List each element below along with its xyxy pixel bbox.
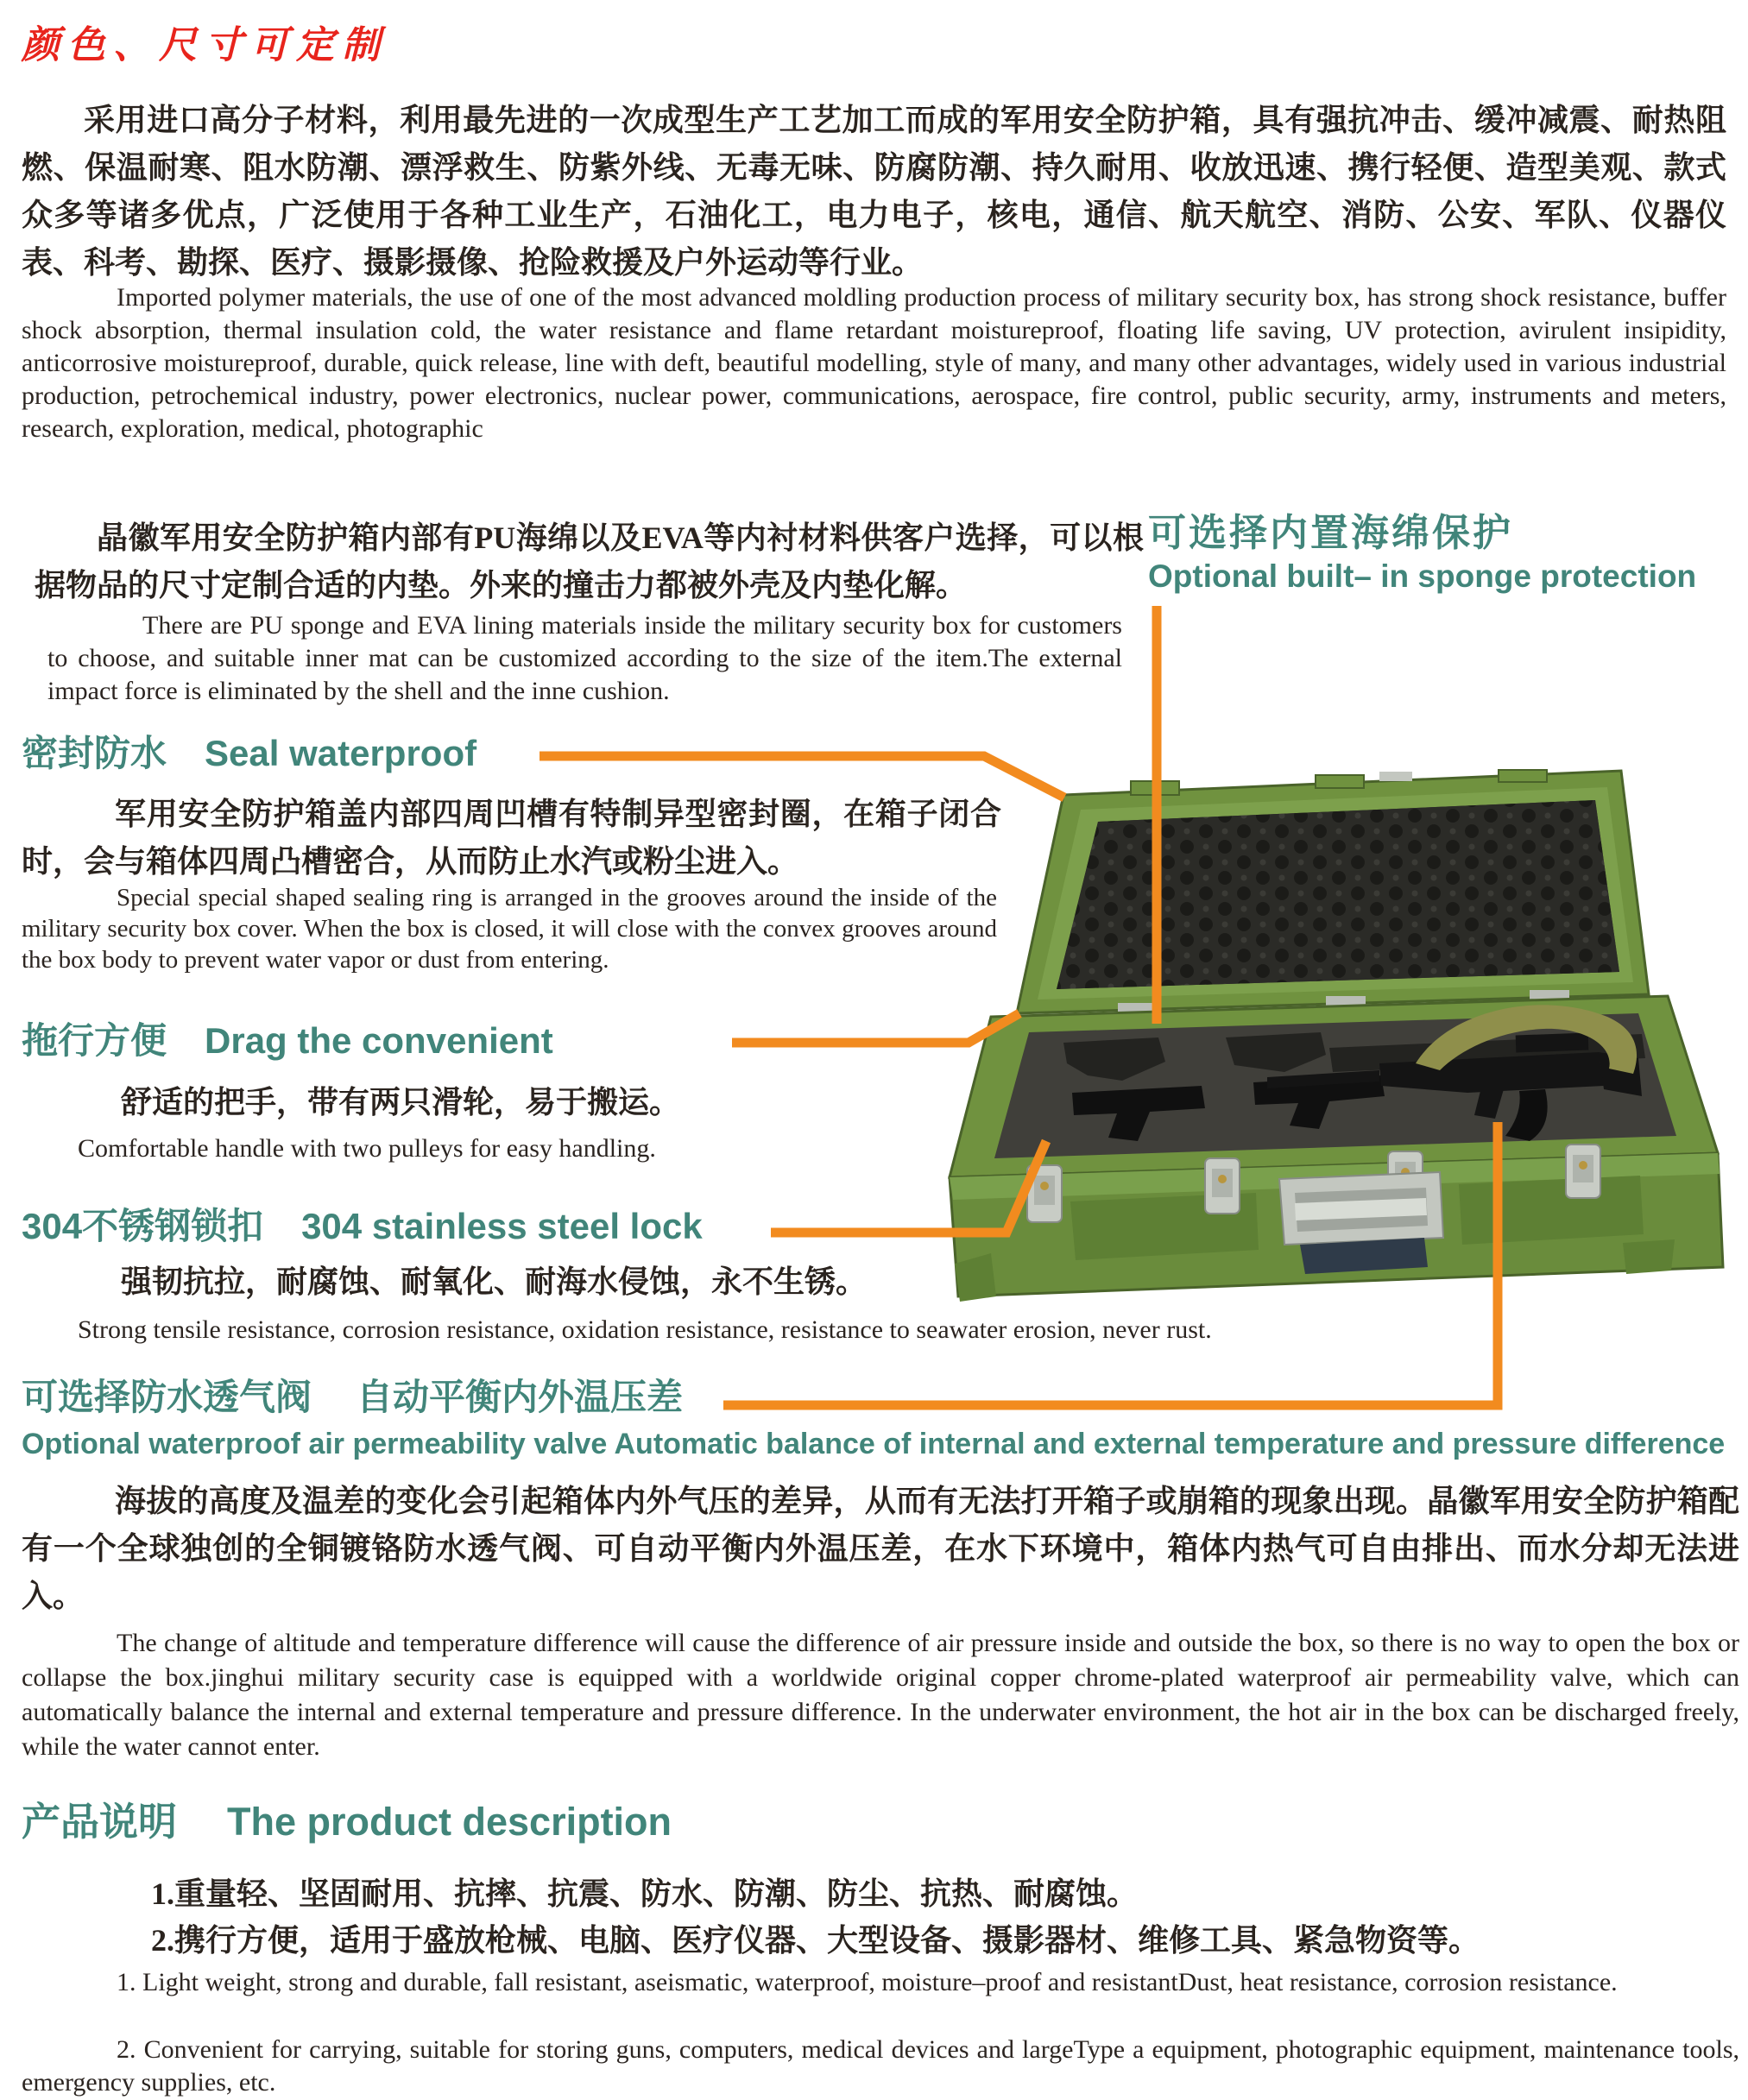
valve-paragraph-zh: 海拔的高度及温差的变化会引起箱体内外气压的差异，从而有无法打开箱子或崩箱的现象出现。晶徽军用安全防护箱配有一个全球独创的全铜镀铬防水透气阀、可自动平衡内外温压差，在水下环境中，箱体内热气可自由排出、而水分却无法进入。	[22, 1484, 1739, 1613]
product-item-en-1: 1. Light weight, strong and durable, fall resistant, aseismatic, waterproof, moisture–proof and resistantDust, heat resistance, corrosion resistance.	[117, 1968, 1618, 1996]
valve-paragraph-en: The change of altitude and temperature difference will cause the difference of air pressure inside and outside the box, so there is no way to open the box or collapse the box.jinghui military security case is equipped with a worldwide original copper chrome-plated waterproof air permeability valve, which can automatically balance the internal and external temperature and pressure difference. In the underwater environment, the hot air in the box can be discharged freely, while the water cannot enter.	[22, 1629, 1739, 1761]
product-section-heading	[22, 1800, 672, 1844]
valve-section-heading	[22, 1378, 683, 1417]
lock-heading-zh: 304不锈钢锁扣	[22, 1206, 264, 1246]
case-foot	[1623, 1239, 1675, 1274]
seal-paragraph-zh: 军用安全防护箱盖内部四周凹槽有特制异型密封圈，在箱子闭合时，会与箱体四周凸槽密合，从而防止水汽或粉尘进入。	[22, 797, 1001, 879]
lock-paragraph-zh: 强韧抗拉，耐腐蚀、耐氧化、耐海水侵蚀，永不生锈。	[121, 1264, 868, 1299]
lid-tab	[1316, 775, 1364, 788]
front-recess-panel	[1070, 1193, 1259, 1260]
product-heading-zh: 产品说明	[22, 1800, 178, 1844]
sponge-heading-en: Optional built– in sponge protection	[1148, 558, 1697, 595]
drag-section-heading	[22, 1021, 553, 1061]
sponge-section-heading	[1148, 513, 1696, 595]
rifle-silhouette	[1267, 1033, 1642, 1141]
seal-heading-en: Seal waterproof	[205, 733, 477, 773]
lid-foam	[1057, 800, 1619, 989]
seal-paragraph-en: Special special shaped sealing ring is arranged in the grooves around the inside of the military security box cover. When the box is closed, it will close with the convex grooves around the box body to prevent water vapor or dust from entering.	[22, 884, 997, 974]
valve-heading-en: Optional waterproof air permeability valve Automatic balance of internal and external temperature and pressure difference	[22, 1428, 1726, 1460]
product-heading-en: The product description	[227, 1800, 672, 1844]
intro-paragraph-en: Imported polymer materials, the use of one of the most advanced moldling production process of military security box, has strong shock resistance, buffer shock absorption, thermal insulation cold, the water resistance and flame retardant moistureproof, floating life saving, UV protection, avirulent insipidity, anticorrosive moistureproof, durable, quick release, line with deft, beautiful modelling, style of many, and many other advantages, widely used in various industrial production, petrochemical industry, power electronics, nuclear power, communications, aerospace, fire control, public security, army, instruments and meters, research, exploration, medical, photographic	[22, 283, 1726, 443]
callout-line-drag	[732, 1013, 1019, 1043]
product-item-zh-2: 2.携行方便，适用于盛放枪械、电脑、医疗仪器、大型设备、摄影器材、维修工具、紧急物资等。	[151, 1923, 1480, 1958]
latch-icon	[1027, 1165, 1062, 1222]
rifle-strap	[1416, 1005, 1637, 1074]
drag-heading-zh: 拖行方便	[22, 1020, 167, 1061]
latch-icon	[1388, 1151, 1423, 1207]
foam-cutout-rifle	[1329, 1034, 1645, 1072]
lock-section-heading	[22, 1207, 703, 1246]
foam-cutout	[1226, 1032, 1326, 1072]
lid-tab	[1499, 770, 1547, 782]
drag-paragraph-en: Comfortable handle with two pulleys for easy handling.	[78, 1134, 656, 1163]
latch-icon	[1205, 1158, 1240, 1214]
valve-heading-zh-1: 可选择防水透气阀	[22, 1377, 312, 1417]
valve-heading-zh-2: 自动平衡内外温压差	[357, 1377, 684, 1417]
foam-cutout	[1063, 1037, 1165, 1081]
seal-section-heading	[22, 734, 476, 773]
front-recess-panel	[1459, 1176, 1644, 1245]
product-item-en-2: 2. Convenient for carrying, suitable for storing guns, computers, medical devices and largeType a equipment, photographic equipment, maintenance tools, emergency supplies, etc.	[22, 2035, 1739, 2097]
case-lid	[1017, 770, 1649, 1013]
sponge-paragraph-zh: 晶徽军用安全防护箱内部有PU海绵以及EVA等内衬材料供客户选择，可以根据物品的尺寸定制合适的内垫。外来的撞击力都被外壳及内垫化解。	[35, 520, 1144, 602]
lid-clasp-icon	[1379, 772, 1412, 781]
sponge-heading-zh: 可选择内置海绵保护	[1148, 512, 1513, 554]
seal-heading-zh: 密封防水	[22, 733, 167, 773]
case-hinges	[1118, 990, 1569, 1013]
drag-paragraph-zh: 舒适的把手，带有两只滑轮，易于搬运。	[121, 1085, 681, 1119]
product-item-zh-1: 1.重量轻、坚固耐用、抗摔、抗震、防水、防潮、防尘、抗热、耐腐蚀。	[151, 1876, 1139, 1911]
sponge-paragraph-en: There are PU sponge and EVA lining materials inside the military security box for customers to choose, and suitable inner mat can be customized according to the size of the item.The external impact force is eliminated by the shell and the inne cushion.	[47, 611, 1122, 705]
intro-paragraph-zh: 采用进口高分子材料，利用最先进的一次成型生产工艺加工而成的军用安全防护箱，具有强抗冲击、缓冲减震、耐热阻燃、保温耐寒、阻水防潮、漂浮救生、防紫外线、无毒无味、防腐防潮、持久耐用、收放迅速、携行轻便、造型美观、款式众多等诸多优点，广泛使用于各种工业生产，石油化工，电力电子，核电，通信、航天航空、消防、公安、军队、仪器仪表、科考、勘探、医疗、摄影摄像、抢险救援及户外运动等行业。	[22, 103, 1726, 280]
lock-paragraph-en: Strong tensile resistance, corrosion resistance, oxidation resistance, resistance to seawater erosion, never rust.	[78, 1315, 1212, 1344]
lid-tab	[1131, 781, 1179, 795]
page-title: 颜色、尺寸可定制	[22, 24, 388, 66]
pistol-silhouette	[1253, 1075, 1385, 1129]
drag-heading-en: Drag the convenient	[205, 1020, 553, 1061]
lock-heading-en: 304 stainless steel lock	[301, 1206, 703, 1246]
latch-icon	[1566, 1145, 1600, 1198]
